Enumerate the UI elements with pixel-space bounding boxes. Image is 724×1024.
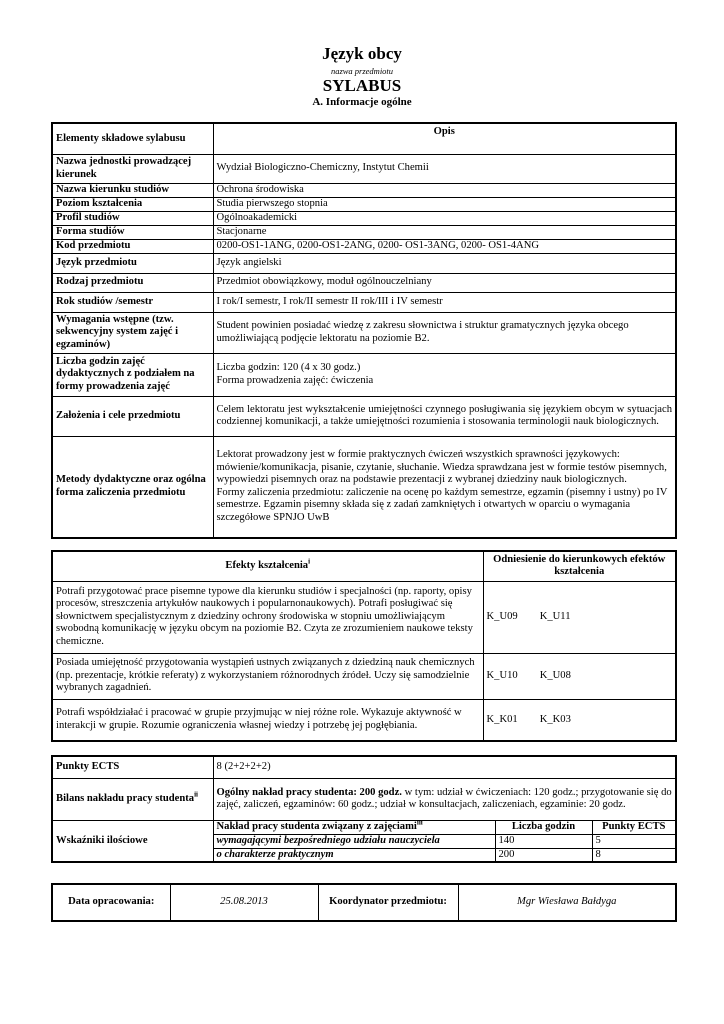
- effect-codes: K_U10 K_U08: [483, 653, 676, 699]
- coordinator-value: Mgr Wiesława Bałdyga: [458, 884, 676, 921]
- info-row-value: Ogólnoakademicki: [213, 211, 676, 225]
- info-row-label: Poziom kształcenia: [52, 197, 213, 211]
- ects-table: [51, 755, 677, 863]
- assessment-text: Formy zaliczenia przedmiotu: zaliczenie na ocenę po każdym semestrze, egzamin (pisemny i ustny) po IV semestrze. Egzamin pisemny składa się z zadań zamkniętych i otwartych w oparciu o wymagania szczegółowe SPNJO UwB: [216, 486, 668, 523]
- effect-text: Potrafi współdziałać i pracować w grupie przyjmując w niej różne role. Wykazuje aktywność w interakcji w grupie. Rozumie ograniczenia własnej wiedzy i potrzebę jej pogłębiania.: [52, 699, 483, 741]
- info-row-value: Studia pierwszego stopnia: [213, 197, 676, 211]
- balance-label: Bilans nakładu pracy studenta$^{ii}$: [52, 778, 213, 820]
- indicators-label: Wskaźniki ilościowe: [52, 820, 213, 862]
- info-row-value: Wydział Biologiczno-Chemiczny, Instytut Chemii: [213, 154, 676, 183]
- info-row-label: Profil studiów: [52, 211, 213, 225]
- info-row-label: Nazwa kierunku studiów: [52, 183, 213, 197]
- section-heading: A. Informacje ogólne: [312, 96, 412, 108]
- info-row-label: Metody dydaktyczne oraz ogólna forma zaliczenia przedmiotu: [52, 436, 213, 538]
- info-row-value: [213, 436, 676, 538]
- methods-text: Lektorat prowadzony jest w formie praktycznych ćwiczeń wszystkich sprawności językowych: mówienie/komunikacja, pisanie, czytanie, słuchanie. Wiedza sprawdzana jest w formie testów pisemnych, wypowiedzi pisemnych oraz na podstawie prezentacji z wybranej dziedziny nauk biologicznych.: [216, 449, 667, 486]
- indicator-row-hours: 140: [495, 834, 592, 848]
- info-row-value: Celem lektoratu jest wykształcenie umiejętności czynnego posługiwania się językiem obcym w sytuacjach codziennej komunikacji, a także umiejętności rozumienia i stosowania terminologii nauk biologicznych.: [213, 396, 676, 436]
- footer-table: [51, 883, 677, 922]
- effect-text: Posiada umiejętność przygotowania wystąpień ustnych związanych z dziedziną nauk chemicznych (np. prezentacje, krótkie referaty) z wykorzystaniem różnorodnych źródeł. Uczy się samodzielnie wybranych zagadnień.: [52, 653, 483, 699]
- info-row-value: Stacjonarne: [213, 225, 676, 239]
- indicator-row-hours: 200: [495, 848, 592, 862]
- document-heading: SYLABUS: [322, 76, 402, 95]
- info-row-label: Liczba godzin zajęć dydaktycznych z podziałem na formy prowadzenia zajęć: [52, 353, 213, 396]
- document-title: Język obcy: [322, 44, 402, 63]
- info-row-value: [213, 353, 676, 396]
- effects-col-left-header: Efekty kształcenia$^i$: [52, 551, 483, 581]
- effects-col-right-header: Odniesienie do kierunkowych efektów kształcenia: [483, 551, 676, 581]
- effect-codes: K_U09 K_U11: [483, 581, 676, 653]
- info-row-value: Student powinien posiadać wiedzę z zakresu słownictwa i struktur gramatycznych języka obcego umożliwiającą podjęcie lektoratu na poziomie B2.: [213, 312, 676, 353]
- hours-value: Liczba godzin: 120 (4 x 30 godz.): [216, 362, 361, 373]
- balance-value: Ogólny nakład pracy studenta: 200 godz. w tym: udział w ćwiczeniach: 120 godz.; przygotowanie się do zajęć, zaliczeń, egzaminów: 60 godz.; udział w konsultacjach, zaliczeniach, egzaminie: 20 godz.: [213, 778, 676, 820]
- info-row-label: Wymagania wstępne (tzw. sekwencyjny system zajęć i egzaminów): [52, 312, 213, 353]
- effect-text: Potrafi przygotować prace pisemne typowe dla kierunku studiów i specjalności (np. raporty, opisy procesów, streszczenia artykułów naukowych i popularnonaukowych). Potrafi posługiwać się słownictwem specjalistycznym z dziedziny ochrony środowiska w stopniu umożliwiającym swobodną komunikację w języku obcym na poziomie B2. Czyta ze zrozumieniem naukowe teksty chemiczne.: [52, 581, 483, 653]
- info-row-value: Ochrona środowiska: [213, 183, 676, 197]
- coordinator-label: Koordynator przedmiotu:: [318, 884, 458, 921]
- info-col-left-header: Elementy składowe sylabusu: [52, 123, 213, 154]
- points-header: Punkty ECTS: [592, 820, 676, 834]
- form-value: Forma prowadzenia zajęć: ćwiczenia: [216, 374, 374, 386]
- info-table: [51, 122, 677, 539]
- info-row-label: Język przedmiotu: [52, 253, 213, 273]
- indicator-row-points: 8: [592, 848, 676, 862]
- date-value: 25.08.2013: [170, 884, 318, 921]
- date-label: Data opracowania:: [52, 884, 170, 921]
- info-row-label: Kod przedmiotu: [52, 239, 213, 253]
- indicator-row-points: 5: [592, 834, 676, 848]
- effect-codes: K_K01 K_K03: [483, 699, 676, 741]
- indicators-header: Nakład pracy studenta związany z zajęciami$^{iii}$: [213, 820, 495, 834]
- document-subtitle: nazwa przedmiotu: [330, 66, 394, 76]
- indicator-row-label: wymagającymi bezpośredniego udziału nauczyciela: [213, 834, 495, 848]
- ects-value: 8 (2+2+2+2): [213, 756, 676, 778]
- hours-header: Liczba godzin: [495, 820, 592, 834]
- effects-table: [51, 550, 677, 742]
- ects-label: Punkty ECTS: [52, 756, 213, 778]
- info-row-label: Rok studiów /semestr: [52, 292, 213, 312]
- info-row-value: Język angielski: [213, 253, 676, 273]
- info-row-value: Przedmiot obowiązkowy, moduł ogólnouczelniany: [213, 273, 676, 292]
- info-row-label: Założenia i cele przedmiotu: [52, 396, 213, 436]
- info-row-label: Forma studiów: [52, 225, 213, 239]
- indicator-row-label: o charakterze praktycznym: [213, 848, 495, 862]
- info-row-label: Rodzaj przedmiotu: [52, 273, 213, 292]
- info-row-label: Nazwa jednostki prowadzącej kierunek: [52, 154, 213, 183]
- info-col-right-header: Opis: [213, 123, 676, 154]
- info-row-value: I rok/I semestr, I rok/II semestr II rok/III i IV semestr: [213, 292, 676, 312]
- info-row-value: 0200-OS1-1ANG, 0200-OS1-2ANG, 0200- OS1-3ANG, 0200- OS1-4ANG: [213, 239, 676, 253]
